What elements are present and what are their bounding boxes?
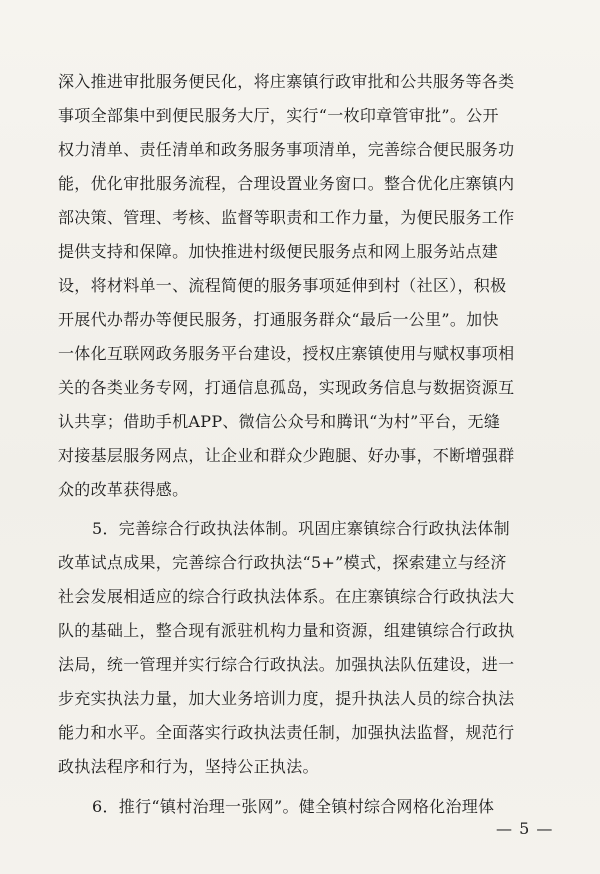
text-line: 认共享；借助手机APP、微信公众号和腾讯“为村”平台，无缝 (58, 412, 501, 431)
page-number: — 5 — (496, 819, 554, 838)
section-heading-line: 5．完善综合行政执法体制。巩固庄寨镇综合行政执法体制 (92, 519, 510, 538)
text-line: 关的各类业务专网，打通信息孤岛，实现政务信息与数据资源互 (58, 378, 515, 397)
text-line: 深入推进审批服务便民化，将庄寨镇行政审批和公共服务等各类 (58, 72, 515, 91)
text-line: 改革试点成果，完善综合行政执法“5+”模式，探索建立与经济 (58, 553, 507, 572)
text-line: 政执法程序和行为，坚持公正执法。 (58, 757, 319, 776)
text-line: 权力清单、责任清单和政务服务事项清单，完善综合便民服务功 (58, 140, 515, 159)
text-line: 事项全部集中到便民服务大厅，实行“一枚印章管审批”。公开 (58, 106, 499, 125)
text-line: 能，优化审批服务流程，合理设置业务窗口。整合优化庄寨镇内 (58, 174, 515, 193)
section-heading-line: 6．推行“镇村治理一张网”。健全镇村综合网格化治理体 (92, 797, 495, 816)
text-line: 社会发展相适应的综合行政执法体系。在庄寨镇综合行政执法大 (58, 587, 515, 606)
text-line: 众的改革获得感。 (58, 480, 189, 499)
text-line: 队的基础上，整合现有派驻机构力量和资源，组建镇综合行政执 (58, 621, 515, 640)
text-line: 对接基层服务网点，让企业和群众少跑腿、好办事，不断增强群 (58, 446, 515, 465)
text-line: 步充实执法力量，加大业务培训力度，提升执法人员的综合执法 (58, 689, 515, 708)
text-line: 能力和水平。全面落实行政执法责任制，加强执法监督，规范行 (58, 723, 515, 742)
text-line: 法局，统一管理并实行综合行政执法。加强执法队伍建设，进一 (58, 655, 515, 674)
text-line: 设，将材料单一、流程简便的服务事项延伸到村（社区），积极 (58, 276, 507, 295)
text-line: 提供支持和保障。加快推进村级便民服务点和网上服务站点建 (58, 242, 499, 261)
text-line: 一体化互联网政务服务平台建设，授权庄寨镇使用与赋权事项相 (58, 344, 515, 363)
text-line: 部决策、管理、考核、监督等职责和工作力量，为便民服务工作 (58, 208, 515, 227)
text-line: 开展代办帮办等便民服务，打通服务群众“最后一公里”。加快 (58, 310, 499, 329)
